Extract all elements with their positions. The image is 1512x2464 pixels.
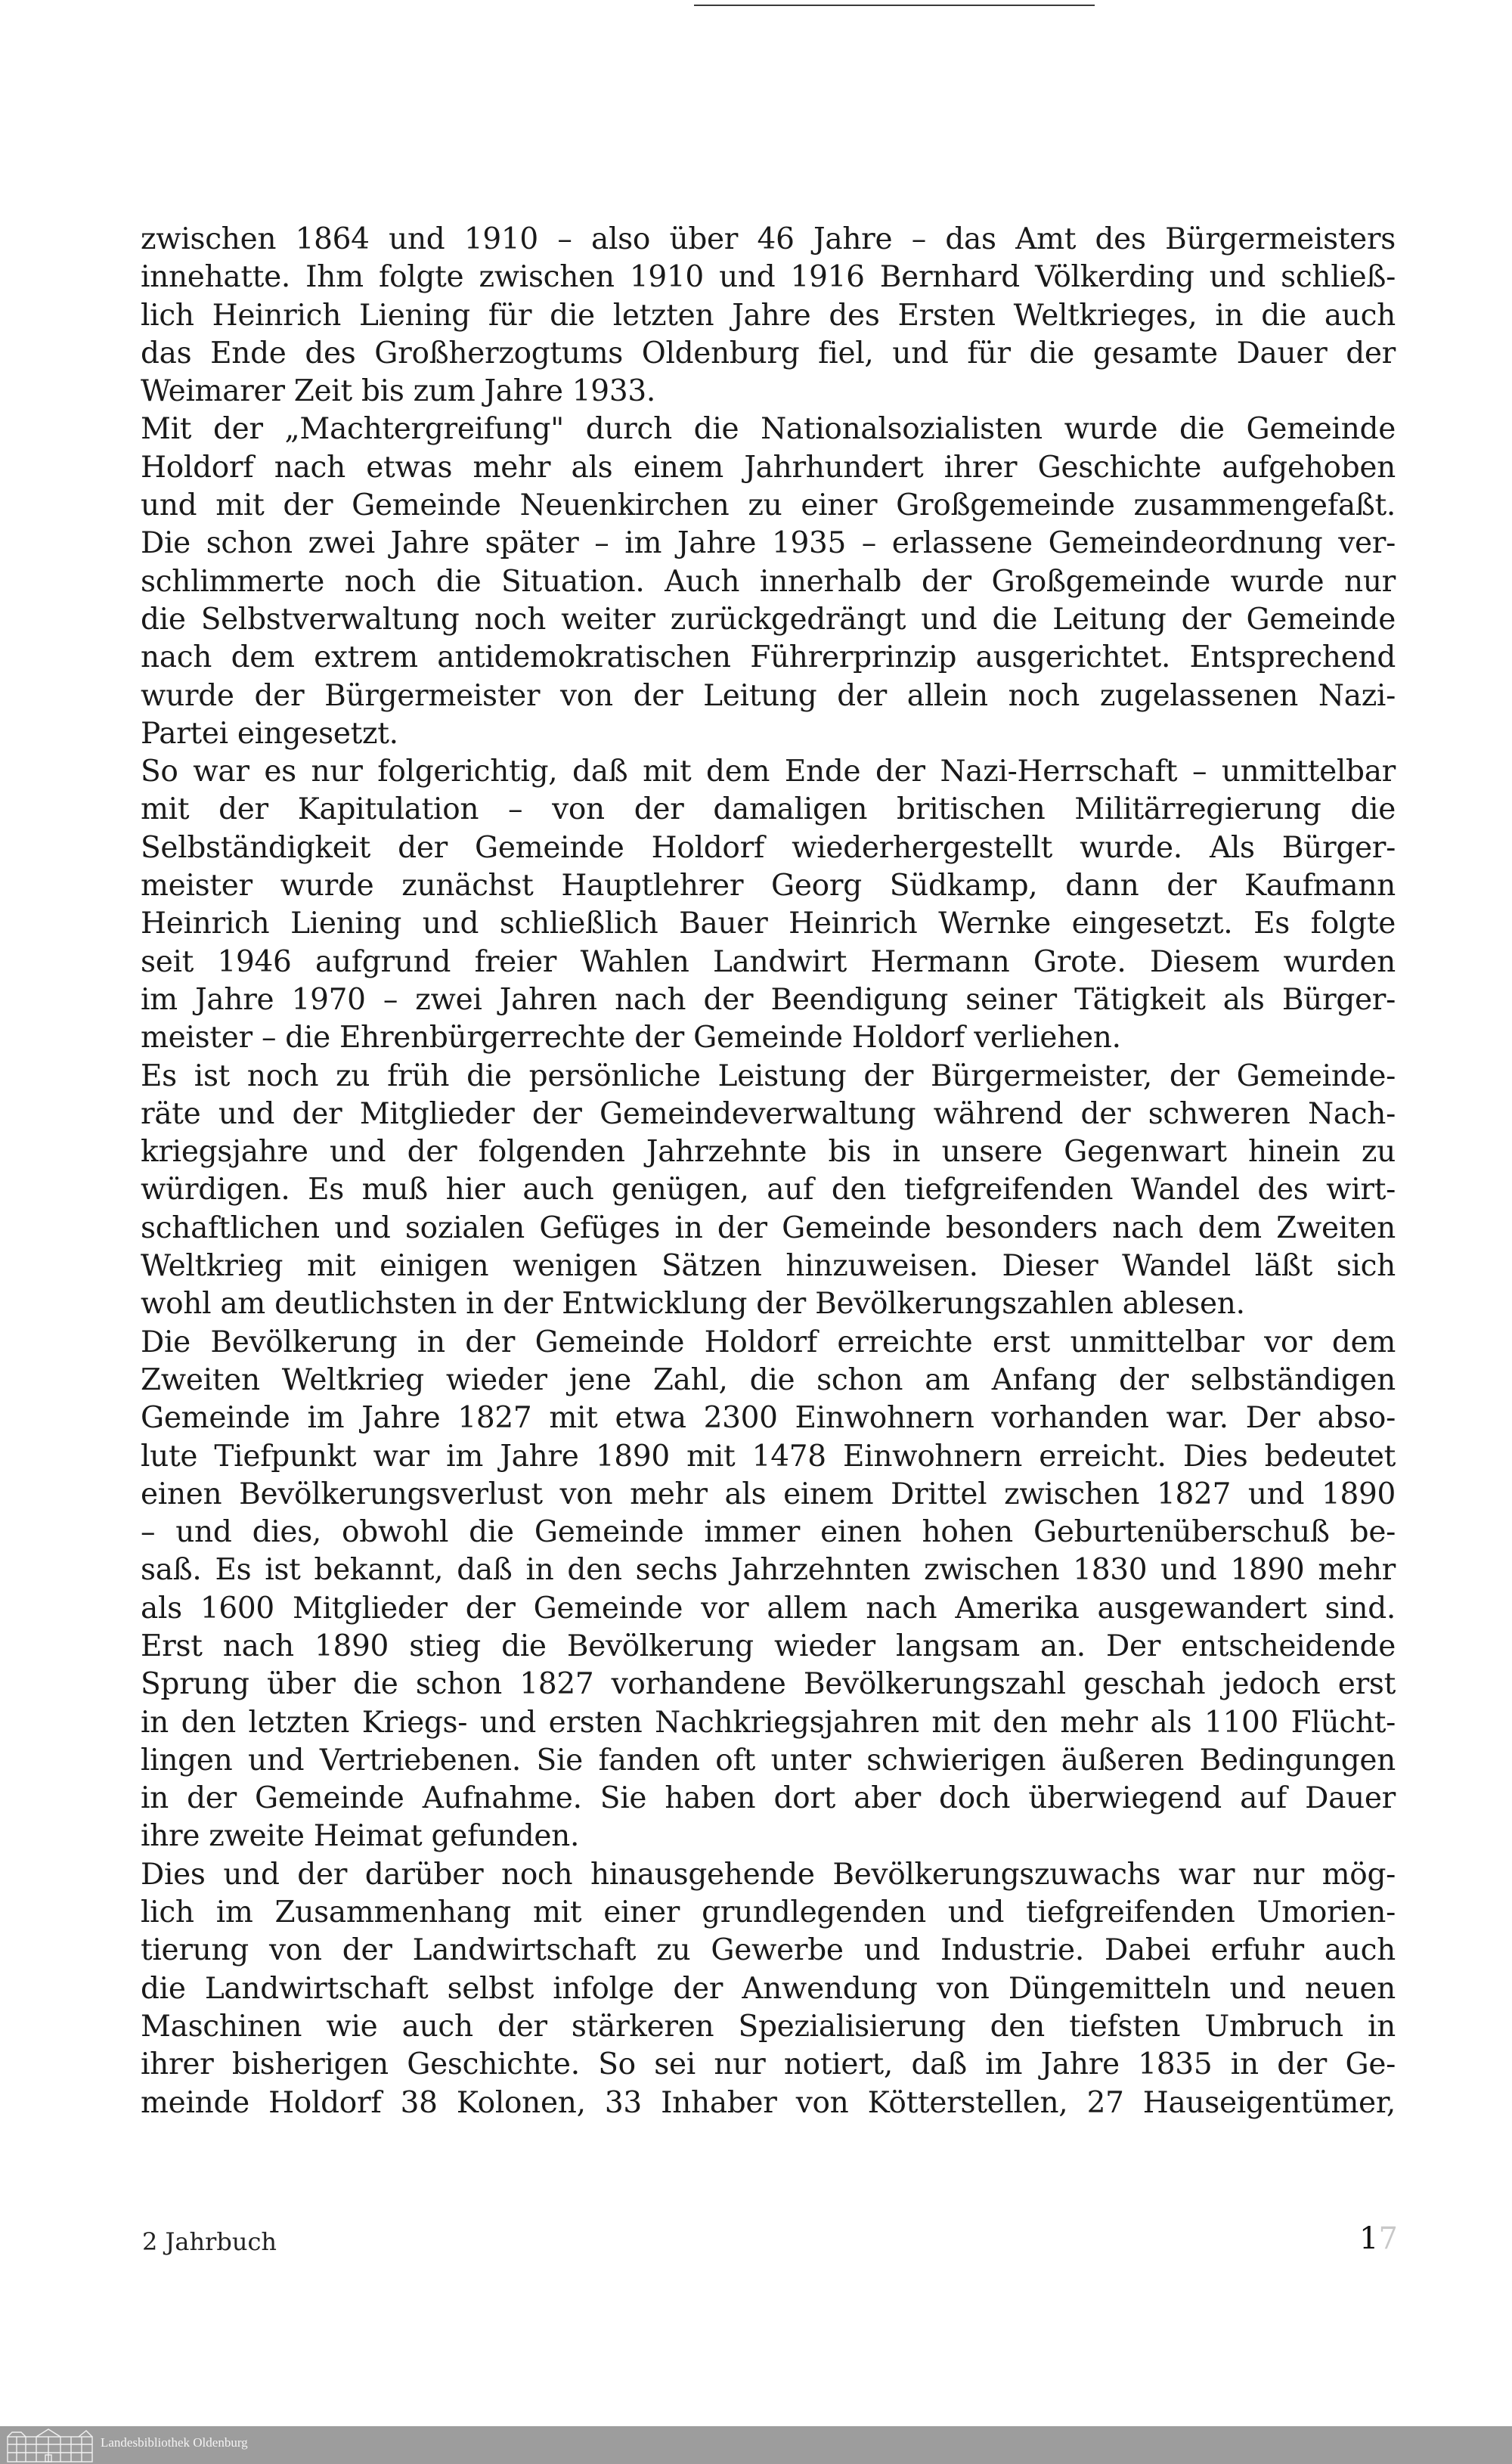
text-line: schlimmerte noch die Situation. Auch innerhalb der Großgemeinde wurde nur — [141, 564, 1396, 599]
library-building-icon — [5, 2428, 94, 2462]
text-line: Die Bevölkerung in der Gemeinde Holdorf erreichte erst unmittelbar vor dem — [141, 1325, 1396, 1359]
page-number-digit: 1 — [1359, 2221, 1379, 2256]
library-name: Landesbibliothek Oldenburg — [101, 2435, 248, 2450]
paragraph — [141, 411, 1396, 753]
text-line: als 1600 Mitglieder der Gemeinde vor allem nach Amerika ausgewandert sind. — [141, 1591, 1396, 1626]
text-line: kriegsjahre und der folgenden Jahrzehnte bis in unsere Gegenwart hinein zu — [141, 1135, 1396, 1170]
paragraph — [141, 1058, 1396, 1324]
text-line: lich Heinrich Liening für die letzten Jahre des Ersten Weltkrieges, in die auch — [141, 298, 1396, 333]
text-line: würdigen. Es muß hier auch genügen, auf den tiefgreifenden Wandel des wirt- — [141, 1173, 1396, 1207]
body-text — [141, 221, 1396, 2122]
text-line: meister – die Ehrenbürgerrechte der Gemeinde Holdorf verliehen. — [141, 1021, 1121, 1055]
text-line: zwischen 1864 und 1910 – also über 46 Jahre – das Amt des Bürgermeisters — [141, 222, 1396, 256]
text-line: schaftlichen und sozialen Gefüges in der Gemeinde besonders nach dem Zweiten — [141, 1210, 1396, 1245]
text-line: Erst nach 1890 stieg die Bevölkerung wieder langsam an. Der entscheidende — [141, 1629, 1396, 1663]
text-line: Mit der „Machtergreifung" durch die Nationalsozialisten wurde die Gemeinde — [141, 412, 1396, 447]
text-line: wurde der Bürgermeister von der Leitung der allein noch zugelassenen Nazi- — [141, 678, 1396, 713]
text-line: Heinrich Liening und schließlich Bauer Heinrich Wernke eingesetzt. Es folgte — [141, 907, 1396, 941]
page-number-faded-digit: 7 — [1378, 2221, 1398, 2256]
text-line: Dies und der darüber noch hinausgehende Bevölkerungszuwachs war nur mög- — [141, 1857, 1396, 1892]
text-line: das Ende des Großherzogtums Oldenburg fiel, und für die gesamte Dauer der — [141, 336, 1396, 370]
text-line: lingen und Vertriebenen. Sie fanden oft unter schwierigen äußeren Bedingungen — [141, 1743, 1396, 1777]
text-line: Weimarer Zeit bis zum Jahre 1933. — [141, 374, 655, 409]
text-line: die Selbstverwaltung noch weiter zurückgedrängt und die Leitung der Gemeinde — [141, 602, 1396, 637]
text-line: mit der Kapitulation – von der damaligen britischen Militärregierung die — [141, 792, 1396, 827]
text-line: lich im Zusammenhang mit einer grundlegenden und tiefgreifenden Umorien- — [141, 1895, 1396, 1930]
text-line: in der Gemeinde Aufnahme. Sie haben dort aber doch überwiegend auf Dauer — [141, 1781, 1396, 1816]
text-line: So war es nur folgerichtig, daß mit dem Ende der Nazi-Herrschaft – unmittelbar — [141, 755, 1396, 789]
text-line: Die schon zwei Jahre später – im Jahre 1935 – erlassene Gemeindeordnung ver- — [141, 526, 1396, 561]
text-line: Gemeinde im Jahre 1827 mit etwa 2300 Einwohnern vorhanden war. Der abso- — [141, 1401, 1396, 1436]
page-number — [1359, 2221, 1398, 2256]
text-line: Maschinen wie auch der stärkeren Spezialisierung den tiefsten Umbruch in — [141, 2009, 1396, 2044]
text-line: meinde Holdorf 38 Kolonen, 33 Inhaber von Kötterstellen, 27 Hauseigentümer, — [141, 2085, 1396, 2120]
text-line: – und dies, obwohl die Gemeinde immer einen hohen Geburtenüberschuß be- — [141, 1515, 1396, 1550]
top-rule — [694, 5, 1095, 6]
text-line: innehatte. Ihm folgte zwischen 1910 und 1916 Bernhard Völkerding und schließ- — [141, 260, 1396, 295]
text-line: die Landwirtschaft selbst infolge der Anwendung von Düngemitteln und neuen — [141, 1971, 1396, 2006]
paragraph — [141, 753, 1396, 1057]
text-line: wohl am deutlichsten in der Entwicklung der Bevölkerungszahlen ablesen. — [141, 1287, 1245, 1322]
text-line: saß. Es ist bekannt, daß in den sechs Jahrzehnten zwischen 1830 und 1890 mehr — [141, 1553, 1396, 1588]
text-line: Sprung über die schon 1827 vorhandene Bevölkerungszahl geschah jedoch erst — [141, 1667, 1396, 1702]
library-watermark-bar — [0, 2426, 1512, 2464]
text-line: im Jahre 1970 – zwei Jahren nach der Beendigung seiner Tätigkeit als Bürger- — [141, 982, 1396, 1017]
text-line: meister wurde zunächst Hauptlehrer Georg Südkamp, dann der Kaufmann — [141, 869, 1396, 903]
text-line: Zweiten Weltkrieg wieder jene Zahl, die schon am Anfang der selbständigen — [141, 1362, 1396, 1397]
text-line: lute Tiefpunkt war im Jahre 1890 mit 1478 Einwohnern erreicht. Dies bedeutet — [141, 1439, 1396, 1474]
text-line: Es ist noch zu früh die persönliche Leistung der Bürgermeister, der Gemeinde- — [141, 1058, 1396, 1093]
text-line: Holdorf nach etwas mehr als einem Jahrhundert ihrer Geschichte aufgehoben — [141, 450, 1396, 485]
printer-signature: 2 Jahrbuch — [142, 2227, 277, 2256]
text-line: seit 1946 aufgrund freier Wahlen Landwirt Hermann Grote. Diesem wurden — [141, 944, 1396, 979]
text-line: Weltkrieg mit einigen wenigen Sätzen hinzuweisen. Dieser Wandel läßt sich — [141, 1249, 1396, 1284]
text-line: ihrer bisherigen Geschichte. So sei nur notiert, daß im Jahre 1835 in der Ge- — [141, 2047, 1396, 2082]
text-line: ihre zweite Heimat gefunden. — [141, 1819, 580, 1854]
paragraph — [141, 1324, 1396, 1856]
text-line: Selbständigkeit der Gemeinde Holdorf wiederhergestellt wurde. Als Bürger- — [141, 830, 1396, 865]
text-line: Partei eingesetzt. — [141, 716, 398, 751]
paragraph — [141, 1856, 1396, 2122]
text-line: räte und der Mitglieder der Gemeindeverwaltung während der schweren Nach- — [141, 1096, 1396, 1131]
text-line: tierung von der Landwirtschaft zu Gewerbe und Industrie. Dabei erfuhr auch — [141, 1933, 1396, 1968]
paragraph — [141, 221, 1396, 411]
text-line: einen Bevölkerungsverlust von mehr als einem Drittel zwischen 1827 und 1890 — [141, 1477, 1396, 1511]
text-line: und mit der Gemeinde Neuenkirchen zu einer Großgemeinde zusammengefaßt. — [141, 488, 1396, 523]
text-line: nach dem extrem antidemokratischen Führerprinzip ausgerichtet. Entsprechend — [141, 640, 1396, 675]
text-line: in den letzten Kriegs- und ersten Nachkriegsjahren mit den mehr als 1100 Flücht- — [141, 1705, 1396, 1740]
